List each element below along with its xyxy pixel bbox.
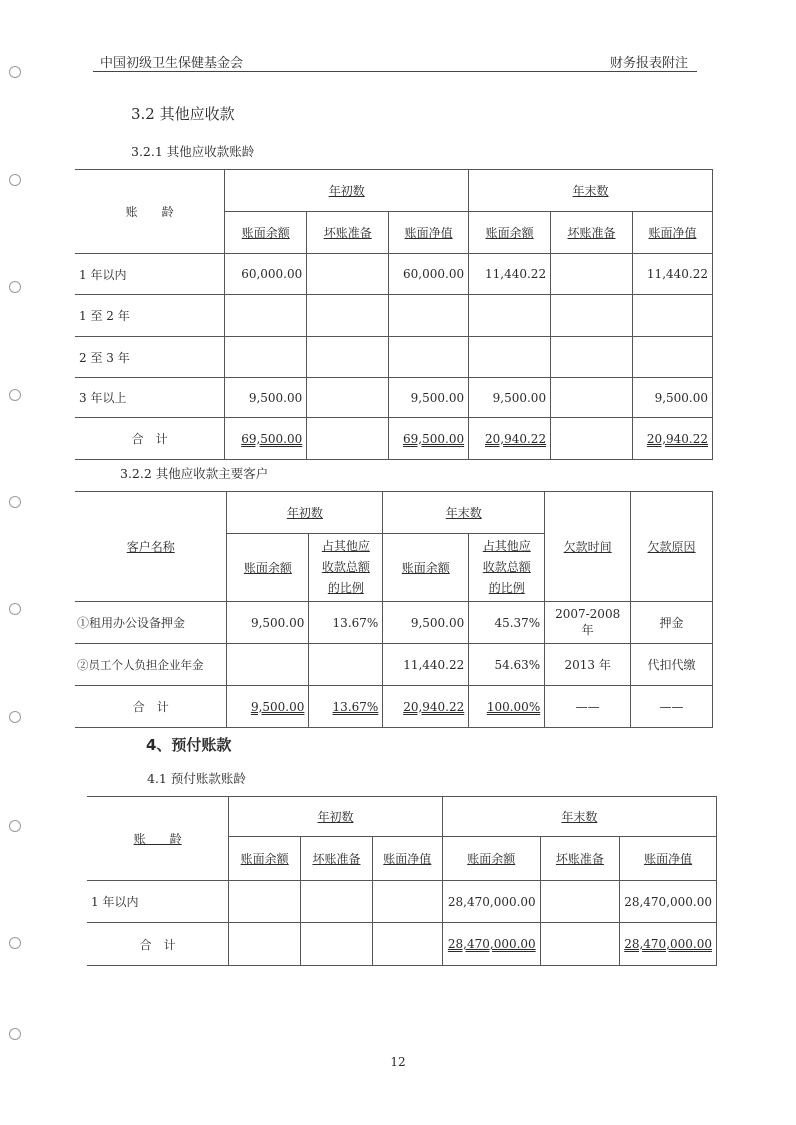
total-value xyxy=(372,923,442,966)
total-row xyxy=(75,686,713,728)
total-label: 合 计 xyxy=(87,923,229,966)
cell-value xyxy=(551,254,633,295)
cell-value: 9,500.00 xyxy=(225,378,307,418)
sub-header: 账面净值 xyxy=(389,212,469,254)
section-3-2-2-title: 3.2.2 其他应收款主要客户 xyxy=(120,466,269,481)
cell-value: 54.63% xyxy=(469,644,545,686)
sub-header-ratio xyxy=(309,534,383,602)
total-value xyxy=(551,418,633,460)
total-value: 20,940.22 xyxy=(632,418,712,460)
total-value: 20,940.22 xyxy=(383,686,469,728)
cell-value xyxy=(225,295,307,337)
sub-header: 坏账准备 xyxy=(301,837,373,881)
row-label: 1 年以内 xyxy=(75,254,225,295)
cell-value xyxy=(551,295,633,337)
ratio-line: 收款总额 xyxy=(482,560,531,574)
sub-header-amount: 账面余额 xyxy=(227,534,309,602)
total-label: 合 计 xyxy=(75,418,225,460)
binder-hole xyxy=(9,66,21,78)
customer-name: ②员工个人负担企业年金 xyxy=(75,644,227,686)
cell-value: 28,470,000.00 xyxy=(442,881,540,923)
binder-hole xyxy=(9,1028,21,1040)
cell-value xyxy=(307,295,389,337)
cell-value: 11,440.22 xyxy=(383,644,469,686)
row-label: 2 至 3 年 xyxy=(75,337,225,378)
binder-hole xyxy=(9,389,21,401)
binder-hole xyxy=(9,711,21,723)
sub-header: 坏账准备 xyxy=(551,212,633,254)
total-value: 69,500.00 xyxy=(389,418,469,460)
sub-header: 账面净值 xyxy=(372,837,442,881)
sub-header: 坏账准备 xyxy=(307,212,389,254)
binder-hole xyxy=(9,281,21,293)
cell-value: 2013 年 xyxy=(545,644,631,686)
col-begin-header: 年初数 xyxy=(225,170,469,212)
cell-value xyxy=(632,337,712,378)
binder-hole xyxy=(9,937,21,949)
cell-value xyxy=(632,295,712,337)
row-label: 1 年以内 xyxy=(87,881,229,923)
ratio-line: 占其他应 xyxy=(321,539,370,553)
cell-value xyxy=(301,881,373,923)
total-label: 合 计 xyxy=(75,686,227,728)
cell-value: 押金 xyxy=(631,602,713,644)
col-reason-header: 欠款原因 xyxy=(631,492,713,602)
binder-hole xyxy=(9,603,21,615)
binder-hole xyxy=(9,496,21,508)
prepayment-aging-table xyxy=(87,796,717,966)
cell-value: 11,440.22 xyxy=(469,254,551,295)
total-value xyxy=(301,923,373,966)
cell-value xyxy=(307,337,389,378)
cell-value xyxy=(551,378,633,418)
cell-value: 9,500.00 xyxy=(389,378,469,418)
total-value xyxy=(229,923,301,966)
cell-value: 28,470,000.00 xyxy=(620,881,717,923)
header-section: 财务报表附注 xyxy=(609,56,688,71)
cell-value: 45.37% xyxy=(469,602,545,644)
section-4-1-title: 4.1 预付账款账龄 xyxy=(147,771,246,786)
cell-value xyxy=(227,644,309,686)
sub-header-amount: 账面余额 xyxy=(383,534,469,602)
cell-value: 13.67% xyxy=(309,602,383,644)
cell-value xyxy=(469,295,551,337)
col-age-header: 账 龄 xyxy=(75,170,225,254)
row-label: 1 至 2 年 xyxy=(75,295,225,337)
total-value: 69,500.00 xyxy=(225,418,307,460)
cell-value: 60,000.00 xyxy=(389,254,469,295)
total-value: 9,500.00 xyxy=(227,686,309,728)
section-3-2-1-title: 3.2.1 其他应收款账龄 xyxy=(131,144,255,159)
cell-value: 9,500.00 xyxy=(469,378,551,418)
table-row xyxy=(75,602,713,644)
cell-value: 9,500.00 xyxy=(632,378,712,418)
customer-name: ①租用办公设备押金 xyxy=(75,602,227,644)
ratio-line: 占其他应 xyxy=(482,539,531,553)
row-label: 3 年以上 xyxy=(75,378,225,418)
col-time-header: 欠款时间 xyxy=(545,492,631,602)
cell-value: 60,000.00 xyxy=(225,254,307,295)
header-org: 中国初级卫生保健基金会 xyxy=(100,56,244,71)
table-row xyxy=(75,644,713,686)
table-row xyxy=(75,378,713,418)
section-3-2-title: 3.2 其他应收款 xyxy=(131,105,235,123)
col-end-header: 年末数 xyxy=(383,492,545,534)
total-value xyxy=(307,418,389,460)
binder-hole xyxy=(9,174,21,186)
cell-value xyxy=(229,881,301,923)
cell-value: 11,440.22 xyxy=(632,254,712,295)
ratio-line: 收款总额 xyxy=(321,560,370,574)
cell-value: 代扣代缴 xyxy=(631,644,713,686)
receivable-aging-table xyxy=(75,169,713,460)
total-value: 100.00% xyxy=(469,686,545,728)
cell-value xyxy=(551,337,633,378)
cell-value: 9,500.00 xyxy=(227,602,309,644)
total-value: 20,940.22 xyxy=(469,418,551,460)
col-end-header: 年末数 xyxy=(442,797,716,837)
sub-header: 账面余额 xyxy=(442,837,540,881)
total-value: 28,470,000.00 xyxy=(620,923,717,966)
cell-value xyxy=(469,337,551,378)
binder-hole xyxy=(9,820,21,832)
cell-value xyxy=(540,881,619,923)
cell-value xyxy=(389,337,469,378)
page-number: 12 xyxy=(390,1055,406,1069)
total-row xyxy=(75,418,713,460)
total-value: —— xyxy=(631,686,713,728)
col-end-header: 年末数 xyxy=(469,170,713,212)
sub-header: 坏账准备 xyxy=(540,837,619,881)
total-value: 13.67% xyxy=(309,686,383,728)
cell-value xyxy=(309,644,383,686)
col-age-header: 账 龄 xyxy=(87,797,229,881)
sub-header: 账面净值 xyxy=(620,837,717,881)
table-row xyxy=(75,254,713,295)
sub-header: 账面余额 xyxy=(229,837,301,881)
col-name-header: 客户名称 xyxy=(75,492,227,602)
ratio-line: 的比例 xyxy=(488,581,525,595)
total-row xyxy=(87,923,717,966)
sub-header: 账面净值 xyxy=(632,212,712,254)
cell-value: 9,500.00 xyxy=(383,602,469,644)
total-value: —— xyxy=(545,686,631,728)
sub-header-ratio xyxy=(469,534,545,602)
cell-value xyxy=(372,881,442,923)
col-begin-header: 年初数 xyxy=(229,797,442,837)
col-begin-header: 年初数 xyxy=(227,492,383,534)
total-value xyxy=(540,923,619,966)
section-4-title: 4、预付账款 xyxy=(146,736,232,754)
table-row xyxy=(75,337,713,378)
receivable-customer-table xyxy=(75,491,713,728)
table-row xyxy=(87,881,717,923)
sub-header: 账面余额 xyxy=(225,212,307,254)
cell-value: 2007-2008 年 xyxy=(545,602,631,644)
table-row xyxy=(75,295,713,337)
header-rule xyxy=(93,71,697,72)
ratio-line: 的比例 xyxy=(327,581,364,595)
cell-value xyxy=(307,254,389,295)
cell-value xyxy=(307,378,389,418)
cell-value xyxy=(225,337,307,378)
cell-value xyxy=(389,295,469,337)
sub-header: 账面余额 xyxy=(469,212,551,254)
total-value: 28,470,000.00 xyxy=(442,923,540,966)
